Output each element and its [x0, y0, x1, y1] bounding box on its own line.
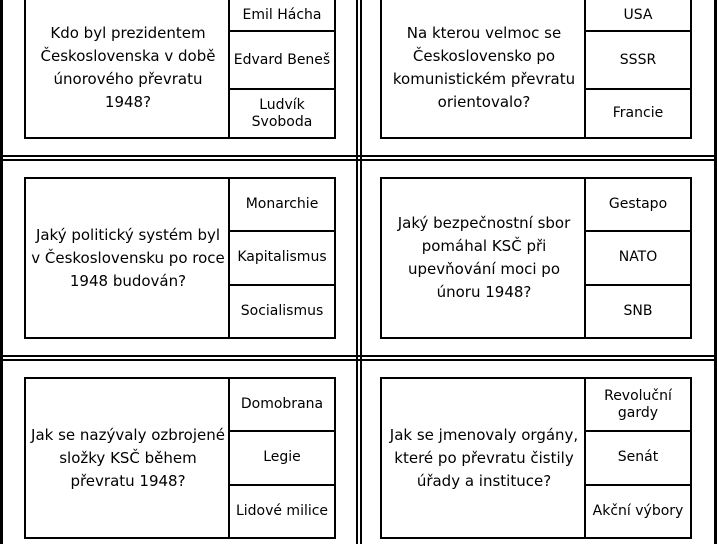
cut-line-horizontal-2b: [0, 359, 717, 361]
answer-option[interactable]: SSSR: [586, 32, 690, 90]
question-text: Jak se jmenovaly orgány, které po převratu čistily úřady a instituce?: [389, 425, 579, 490]
answer-column: [228, 0, 334, 137]
answer-option[interactable]: Ludvík Svoboda: [251, 96, 313, 130]
answer-column: [228, 379, 334, 537]
question-text: Na kterou velmoc se Československo po komunistickém převratu orientovalo?: [392, 23, 576, 111]
question-text: Jaký bezpečnostní sbor pomáhal KSČ při upevňování moci po únoru 1948?: [397, 214, 571, 301]
answer-column: [228, 179, 334, 337]
quiz-card: [380, 377, 692, 539]
answer-option[interactable]: Monarchie: [230, 179, 334, 232]
answer-option[interactable]: Emil Hácha: [230, 0, 334, 32]
cut-line-vertical-center-2: [360, 0, 362, 544]
answer-column: [584, 379, 690, 537]
answer-option[interactable]: NATO: [586, 232, 690, 285]
cut-line-vertical-left: [0, 0, 3, 544]
answer-option[interactable]: Akční výbory: [592, 502, 684, 519]
answer-option[interactable]: USA: [586, 0, 690, 32]
answer-option[interactable]: SNB: [623, 302, 653, 319]
answer-option[interactable]: Gestapo: [586, 179, 690, 232]
cut-line-vertical-center: [356, 0, 358, 544]
quiz-card: [380, 0, 692, 139]
answer-option[interactable]: Legie: [230, 432, 334, 485]
cut-line-horizontal-1b: [0, 159, 717, 161]
answer-option[interactable]: Kapitalismus: [230, 232, 334, 285]
answer-column: [584, 0, 690, 137]
quiz-card: [24, 0, 336, 139]
question-text: Kdo byl prezidentem Československa v době únorového převratu 1948?: [40, 23, 216, 111]
cut-line-horizontal-1: [0, 155, 717, 157]
answer-option[interactable]: Revoluční gardy: [586, 379, 690, 432]
answer-option[interactable]: Edvard Beneš: [230, 32, 334, 90]
answer-option[interactable]: Lidové milice: [235, 502, 329, 519]
answer-option[interactable]: Senát: [586, 432, 690, 485]
quiz-card: [380, 177, 692, 339]
quiz-card: [24, 377, 336, 539]
answer-column: [584, 179, 690, 337]
answer-option[interactable]: Domobrana: [230, 379, 334, 432]
answer-option[interactable]: Francie: [612, 105, 664, 121]
answer-option[interactable]: Socialismus: [240, 302, 324, 319]
quiz-card: [24, 177, 336, 339]
question-text: Jaký politický systém byl v Československu po roce 1948 budován?: [31, 225, 225, 290]
question-text: Jak se nazývaly ozbrojené složky KSČ během převratu 1948?: [31, 425, 225, 490]
cut-line-horizontal-2: [0, 355, 717, 357]
